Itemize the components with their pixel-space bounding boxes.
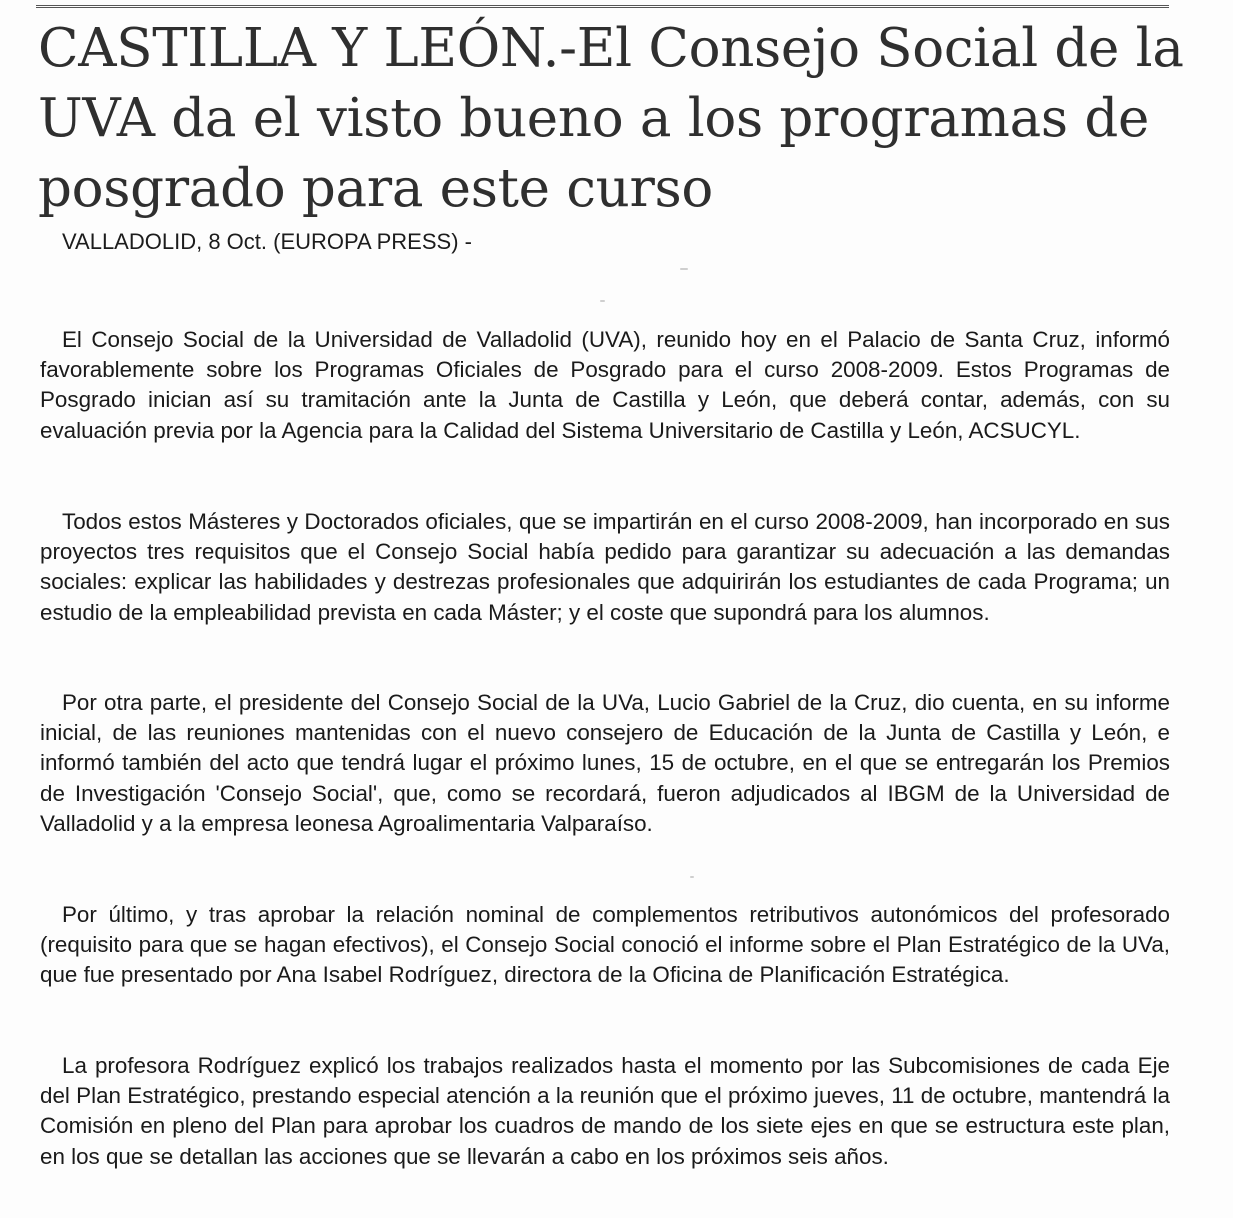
scan-speck	[680, 268, 688, 270]
article-paragraph: La profesora Rodríguez explicó los trabajos realizados hasta el momento por las Subcomisiones de cada Eje del Plan Estratégico, prestando especial atención a la reunión que el próximo jueves, 11 de octubre, mantendrá la Comisión en pleno del Plan para aprobar los cuadros de mando de los siete ejes en que se estructura este plan, en los que se detallan las acciones que se llevarán a cabo en los próximos seis años.	[40, 1053, 1170, 1169]
article-headline: CASTILLA Y LEÓN.-El Consejo Social de la UVA da el visto bueno a los programas de posgrado para este curso	[38, 18, 1184, 219]
article-dateline: VALLADOLID, 8 Oct. (EUROPA PRESS) -	[62, 229, 472, 254]
article-paragraph: El Consejo Social de la Universidad de Valladolid (UVA), reunido hoy en el Palacio de Santa Cruz, informó favorablemente sobre los Programas Oficiales de Posgrado para el curso 2008-2009. Estos Programas de Posgrado inician así su tramitación ante la Junta de Castilla y León, que deberá contar, además, con su evaluación previa por la Agencia para la Calidad del Sistema Universitario de Castilla y León, ACSUCYL.	[40, 327, 1170, 443]
scan-speck	[690, 876, 694, 878]
top-border-rule	[36, 5, 1169, 8]
article-paragraph: Por último, y tras aprobar la relación nominal de complementos retributivos autonómicos del profesorado (requisito para que se hagan efectivos), el Consejo Social conoció el informe sobre el Plan Estratégico de la UVa, que fue presentado por Ana Isabel Rodríguez, directora de la Oficina de Planificación Estratégica.	[40, 902, 1170, 988]
scan-speck	[600, 300, 605, 302]
article-paragraph: Por otra parte, el presidente del Consejo Social de la UVa, Lucio Gabriel de la Cruz, dio cuenta, en su informe inicial, de las reuniones mantenidas con el nuevo consejero de Educación de la Junta de Castilla y León, e informó también del acto que tendrá lugar el próximo lunes, 15 de octubre, en el que se entregarán los Premios de Investigación 'Consejo Social', que, como se recordará, fueron adjudicados al IBGM de la Universidad de Valladolid y a la empresa leonesa Agroalimentaria Valparaíso.	[40, 690, 1170, 836]
article-paragraph: Todos estos Másteres y Doctorados oficiales, que se impartirán en el curso 2008-2009, han incorporado en sus proyectos tres requisitos que el Consejo Social había pedido para garantizar su adecuación a las demandas sociales: explicar las habilidades y destrezas profesionales que adquirirán los estudiantes de cada Programa; un estudio de la empleabilidad prevista en cada Máster; y el coste que supondrá para los alumnos.	[40, 509, 1170, 625]
